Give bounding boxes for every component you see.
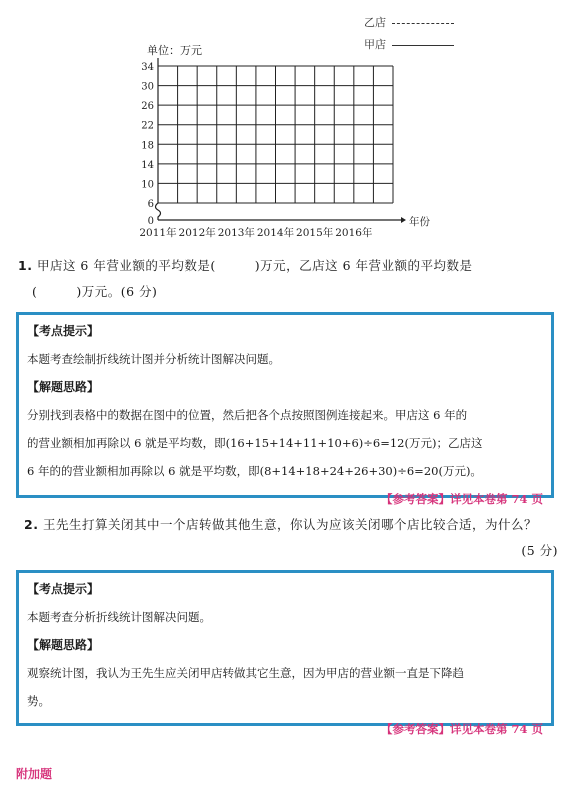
y-tick-label: 0 bbox=[147, 216, 154, 227]
line-chart bbox=[0, 0, 570, 250]
box2-idea-line: 观察统计图，我认为王先生应关闭甲店转做其它生意，因为甲店的营业额一直是下降趋 bbox=[27, 666, 464, 680]
box2-tip-heading: 【考点提示】 bbox=[27, 582, 100, 596]
box2-idea-line: 势。 bbox=[27, 694, 50, 708]
box1-idea-line: 6 年的的营业额相加再除以 6 就是平均数，即(8+14+18+24+26+30)÷6=20(万元)。 bbox=[27, 464, 482, 478]
legend-label-yi: 乙店 bbox=[364, 16, 386, 29]
y-tick-label: 30 bbox=[141, 81, 154, 93]
question-1 bbox=[18, 253, 558, 305]
box1-idea-heading: 【解题思路】 bbox=[27, 380, 100, 394]
extra-section-title: 附加题 bbox=[16, 767, 53, 781]
box1-tip-heading: 【考点提示】 bbox=[27, 324, 100, 338]
x-tick-label: 2014年 bbox=[256, 227, 295, 239]
box1-idea-line: 分别找到表格中的数据在图中的位置，然后把各个点按照图例连接起来。甲店这 6 年的 bbox=[27, 408, 468, 422]
box2-tip-text: 本题考查分析折线统计图解决问题。 bbox=[27, 610, 211, 624]
x-tick-label: 2015年 bbox=[296, 227, 334, 239]
box1-idea-line: 的营业额相加再除以 6 就是平均数，即(16+15+14+11+10+6)÷6=12(万元)；乙店这 bbox=[27, 436, 483, 450]
box2-idea-heading: 【解题思路】 bbox=[27, 638, 100, 652]
y-tick-label: 26 bbox=[141, 101, 154, 113]
chart-unit-label: 单位：万元 bbox=[147, 44, 202, 57]
y-tick-label: 10 bbox=[141, 179, 154, 191]
y-tick-label: 6 bbox=[147, 199, 154, 210]
x-axis-label: 年份 bbox=[409, 216, 430, 228]
question-2-score: (5 分) bbox=[521, 543, 558, 558]
question-1-line1: 甲店这 6 年营业额的平均数是( )万元，乙店这 6 年营业额的平均数是 bbox=[36, 258, 473, 273]
answer-box-1 bbox=[16, 312, 554, 506]
answer-box-2 bbox=[16, 570, 554, 736]
y-tick-label: 18 bbox=[141, 140, 154, 152]
question-1-number: 1. bbox=[18, 258, 33, 273]
question-2-number: 2. bbox=[24, 517, 39, 532]
axis-break-icon bbox=[156, 203, 161, 220]
x-tick-label: 2013年 bbox=[217, 227, 255, 239]
question-1-line2: ( )万元。(6 分) bbox=[32, 284, 158, 299]
legend-label-jia: 甲店 bbox=[364, 38, 386, 51]
y-tick-label: 14 bbox=[141, 159, 154, 171]
x-tick-label: 2011年 bbox=[139, 227, 177, 239]
y-tick-label: 34 bbox=[141, 62, 154, 73]
question-2-line1: 王先生打算关闭其中一个店转做其他生意，你认为应该关闭哪个店比较合适，为什么？ bbox=[42, 517, 537, 532]
box1-reference: 【参考答案】详见本卷第 74 页 bbox=[380, 492, 543, 506]
x-axis-arrow-icon bbox=[401, 217, 406, 223]
x-tick-label: 2012年 bbox=[178, 227, 216, 239]
y-tick-label: 22 bbox=[141, 120, 154, 132]
question-2 bbox=[18, 512, 558, 564]
x-tick-label: 2016年 bbox=[335, 227, 373, 239]
box1-tip-text: 本题考查绘制折线统计图并分析统计图解决问题。 bbox=[27, 352, 280, 366]
box2-reference: 【参考答案】详见本卷第 74 页 bbox=[380, 722, 543, 736]
